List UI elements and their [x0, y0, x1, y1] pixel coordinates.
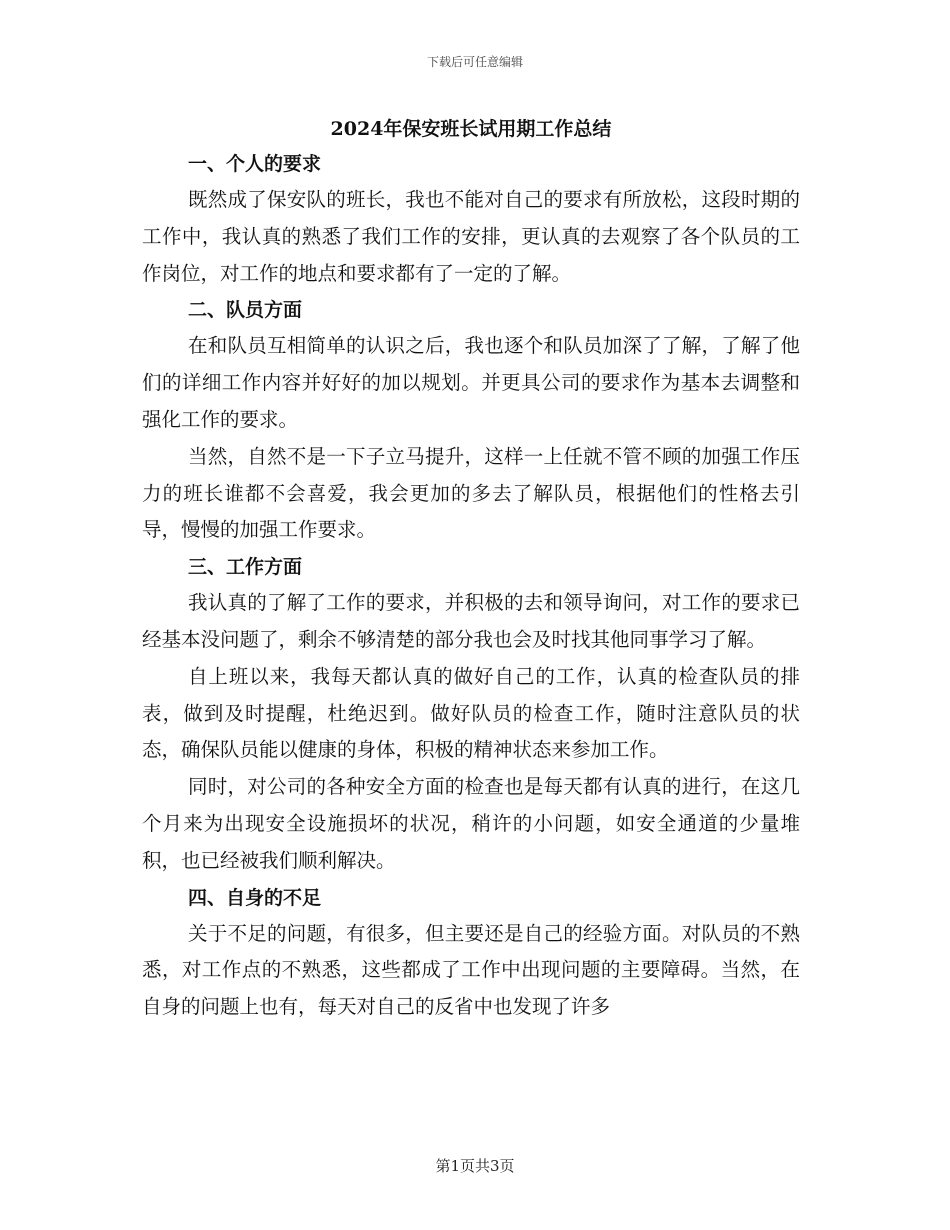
section-3: [142, 549, 800, 879]
paragraph: 关于不足的问题，有很多，但主要还是自己的经验方面。对队员的不熟悉，对工作点的不熟悉，这些都成了工作中出现问题的主要障碍。当然，在自身的问题上也有，每天对自己的反省中也发现了许多: [142, 921, 800, 1019]
paragraph: 同时，对公司的各种安全方面的检查也是每天都有认真的进行，在这几个月来为出现安全设施损坏的状况，稍许的小问题，如安全通道的少量堆积，也已经被我们顺利解决。: [142, 775, 800, 872]
section-heading: 二、队员方面: [188, 299, 303, 322]
section-heading: 三、工作方面: [188, 556, 303, 579]
paragraph: 自上班以来，我每天都认真的做好自己的工作，认真的检查队员的排表，做到及时提醒，杜绝迟到。做好队员的检查工作，随时注意队员的状态，确保队员能以健康的身体，积极的精神状态来参加工作。: [142, 664, 800, 762]
section-1: [142, 146, 800, 292]
document-body: [142, 112, 800, 1026]
section-heading: 四、自身的不足: [188, 886, 322, 909]
paragraph: 当然，自然不是一下子立马提升，这样一上任就不管不顾的加强工作压力的班长谁都不会喜爱，我会更加的多去了解队员，根据他们的性格去引导，慢慢的加强工作要求。: [142, 444, 800, 542]
paragraph: 在和队员互相简单的认识之后，我也逐个和队员加深了了解，了解了他们的详细工作内容并好好的加以规划。并更具公司的要求作为基本去调整和强化工作的要求。: [142, 334, 800, 431]
section-4: [142, 880, 800, 1026]
section-heading: 一、个人的要求: [188, 153, 322, 175]
paragraph: 既然成了保安队的班长，我也不能对自己的要求有所放松，这段时期的工作中，我认真的熟悉了我们工作的安排，更认真的去观察了各个队员的工作岗位，对工作的地点和要求都有了一定的了解。: [142, 188, 800, 285]
header-note: 下载后可任意编辑: [426, 55, 523, 69]
page-number-footer: 第1页共3页: [435, 1157, 515, 1175]
section-2: [142, 292, 800, 549]
paragraph: 我认真的了解了工作的要求，并积极的去和领导询问，对工作的要求已经基本没问题了，剩余不够清楚的部分我也会及时找其他同事学习了解。: [142, 591, 800, 651]
document-title: 2024年保安班长试用期工作总结: [330, 118, 612, 140]
